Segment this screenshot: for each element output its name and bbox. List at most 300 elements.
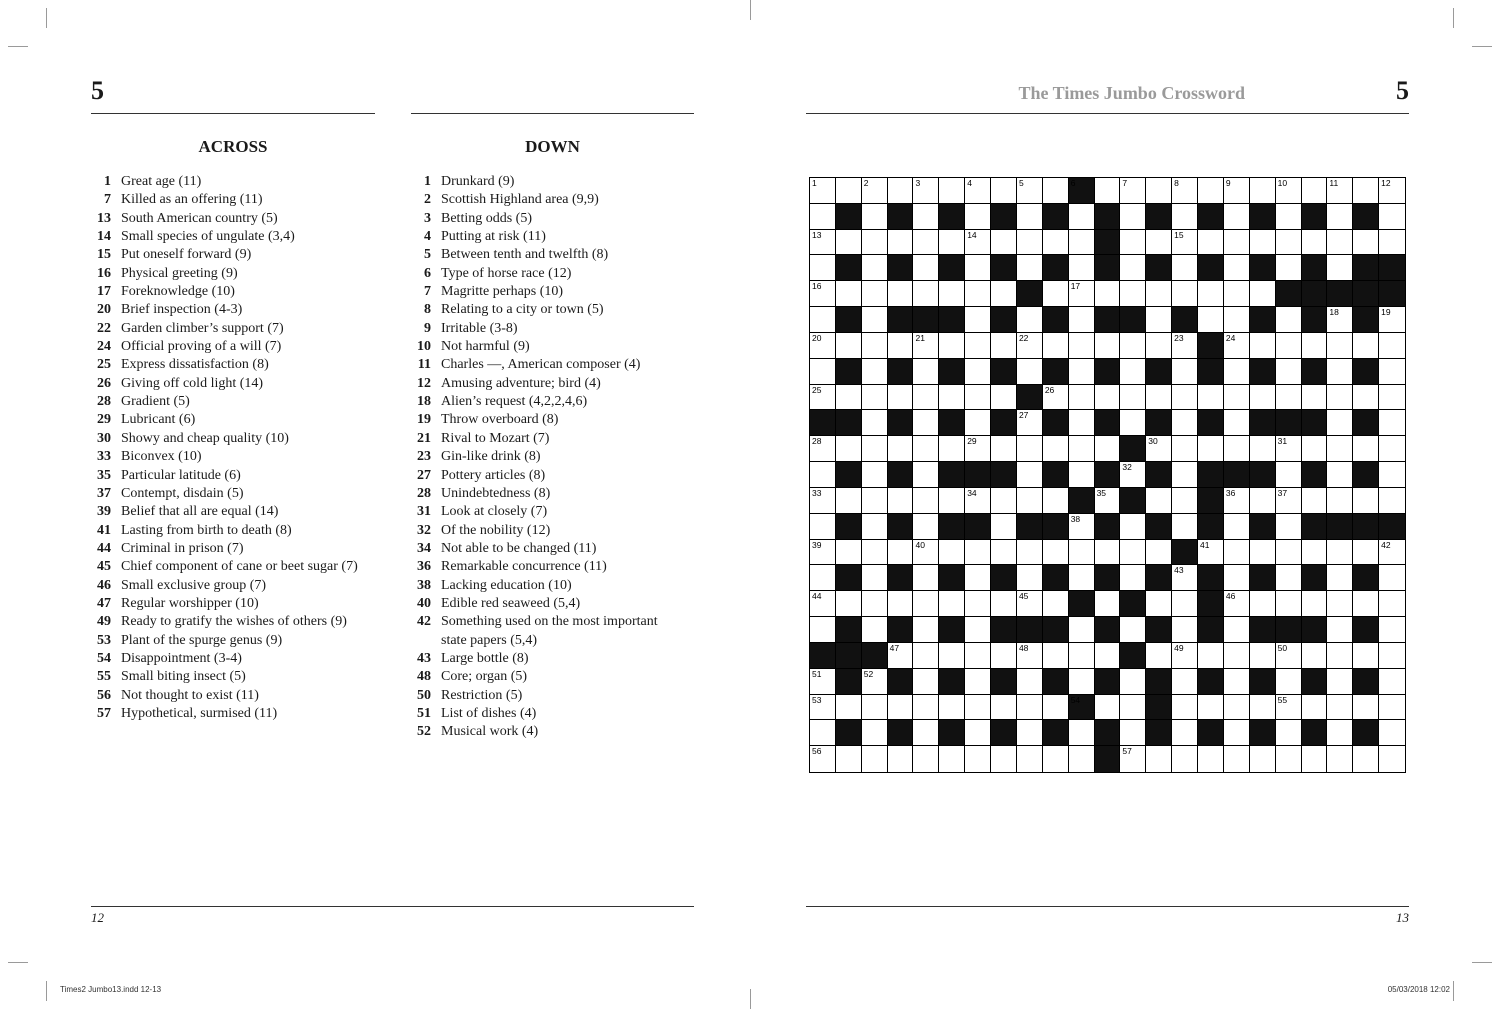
grid-cell[interactable]	[1172, 669, 1198, 695]
grid-cell[interactable]	[1069, 359, 1095, 385]
grid-cell[interactable]	[913, 230, 939, 256]
grid-cell[interactable]	[1120, 359, 1146, 385]
grid-cell[interactable]	[1276, 591, 1302, 617]
grid-cell[interactable]	[1017, 307, 1043, 333]
grid-cell[interactable]	[913, 591, 939, 617]
grid-cell[interactable]	[1250, 333, 1276, 359]
grid-cell[interactable]	[1379, 462, 1405, 488]
grid-cell[interactable]	[1379, 359, 1405, 385]
grid-cell[interactable]	[1327, 669, 1353, 695]
grid-cell[interactable]	[862, 333, 888, 359]
grid-cell[interactable]	[1353, 488, 1379, 514]
grid-cell[interactable]	[810, 230, 836, 256]
grid-cell[interactable]	[1353, 385, 1379, 411]
grid-cell[interactable]	[1379, 565, 1405, 591]
grid-cell[interactable]	[1327, 359, 1353, 385]
grid-cell[interactable]	[1172, 514, 1198, 540]
grid-cell[interactable]	[991, 591, 1017, 617]
grid-cell[interactable]	[1327, 307, 1353, 333]
grid-cell[interactable]	[1120, 669, 1146, 695]
grid-cell[interactable]	[810, 565, 836, 591]
grid-cell[interactable]	[1224, 488, 1250, 514]
grid-cell[interactable]	[862, 695, 888, 721]
grid-cell[interactable]	[1017, 410, 1043, 436]
grid-cell[interactable]	[965, 565, 991, 591]
grid-cell[interactable]	[991, 230, 1017, 256]
grid-cell[interactable]	[913, 333, 939, 359]
grid-cell[interactable]	[1120, 230, 1146, 256]
grid-cell[interactable]	[1327, 746, 1353, 772]
grid-cell[interactable]	[1379, 643, 1405, 669]
grid-cell[interactable]	[939, 281, 965, 307]
grid-cell[interactable]	[1172, 230, 1198, 256]
grid-cell[interactable]	[888, 333, 914, 359]
grid-cell[interactable]	[1327, 720, 1353, 746]
grid-cell[interactable]	[1250, 488, 1276, 514]
grid-cell[interactable]	[888, 385, 914, 411]
grid-cell[interactable]	[1224, 695, 1250, 721]
grid-cell[interactable]	[862, 230, 888, 256]
grid-cell[interactable]	[1172, 436, 1198, 462]
grid-cell[interactable]	[991, 333, 1017, 359]
grid-cell[interactable]	[1224, 514, 1250, 540]
grid-cell[interactable]	[836, 333, 862, 359]
grid-cell[interactable]	[836, 281, 862, 307]
grid-cell[interactable]	[1224, 643, 1250, 669]
grid-cell[interactable]	[913, 255, 939, 281]
grid-cell[interactable]	[1043, 695, 1069, 721]
grid-cell[interactable]	[1379, 204, 1405, 230]
grid-cell[interactable]	[1095, 385, 1121, 411]
grid-cell[interactable]	[1224, 359, 1250, 385]
grid-cell[interactable]	[1276, 230, 1302, 256]
grid-cell[interactable]	[991, 385, 1017, 411]
grid-cell[interactable]	[1172, 359, 1198, 385]
grid-cell[interactable]	[1379, 617, 1405, 643]
grid-cell[interactable]	[1224, 720, 1250, 746]
grid-cell[interactable]	[1146, 540, 1172, 566]
grid-cell[interactable]	[888, 230, 914, 256]
grid-cell[interactable]	[965, 540, 991, 566]
grid-cell[interactable]	[939, 436, 965, 462]
grid-cell[interactable]	[862, 462, 888, 488]
grid-cell[interactable]	[862, 436, 888, 462]
grid-cell[interactable]	[1069, 617, 1095, 643]
grid-cell[interactable]	[1353, 178, 1379, 204]
grid-cell[interactable]	[1379, 669, 1405, 695]
grid-cell[interactable]	[888, 643, 914, 669]
grid-cell[interactable]	[913, 720, 939, 746]
grid-cell[interactable]	[1120, 617, 1146, 643]
grid-cell[interactable]	[810, 591, 836, 617]
grid-cell[interactable]	[1172, 385, 1198, 411]
grid-cell[interactable]	[836, 746, 862, 772]
grid-cell[interactable]	[1069, 307, 1095, 333]
grid-cell[interactable]	[862, 591, 888, 617]
grid-cell[interactable]	[965, 436, 991, 462]
grid-cell[interactable]	[1172, 462, 1198, 488]
grid-cell[interactable]	[965, 281, 991, 307]
grid-cell[interactable]	[1379, 695, 1405, 721]
grid-cell[interactable]	[1069, 436, 1095, 462]
grid-cell[interactable]	[1224, 617, 1250, 643]
grid-cell[interactable]	[862, 565, 888, 591]
grid-cell[interactable]	[965, 359, 991, 385]
grid-cell[interactable]	[1379, 540, 1405, 566]
grid-cell[interactable]	[965, 385, 991, 411]
grid-cell[interactable]	[836, 695, 862, 721]
grid-cell[interactable]	[1146, 385, 1172, 411]
grid-cell[interactable]	[1172, 410, 1198, 436]
grid-cell[interactable]	[1017, 204, 1043, 230]
grid-cell[interactable]	[810, 178, 836, 204]
grid-cell[interactable]	[862, 359, 888, 385]
grid-cell[interactable]	[1146, 643, 1172, 669]
grid-cell[interactable]	[1120, 720, 1146, 746]
grid-cell[interactable]	[1198, 230, 1224, 256]
grid-cell[interactable]	[991, 746, 1017, 772]
grid-cell[interactable]	[1017, 359, 1043, 385]
grid-cell[interactable]	[1120, 333, 1146, 359]
grid-cell[interactable]	[862, 255, 888, 281]
grid-cell[interactable]	[1327, 204, 1353, 230]
grid-cell[interactable]	[810, 488, 836, 514]
grid-cell[interactable]	[1327, 333, 1353, 359]
grid-cell[interactable]	[939, 333, 965, 359]
grid-cell[interactable]	[1379, 307, 1405, 333]
grid-cell[interactable]	[862, 281, 888, 307]
grid-cell[interactable]	[1276, 669, 1302, 695]
grid-cell[interactable]	[1276, 565, 1302, 591]
grid-cell[interactable]	[1069, 333, 1095, 359]
grid-cell[interactable]	[1120, 462, 1146, 488]
grid-cell[interactable]	[1379, 178, 1405, 204]
grid-cell[interactable]	[1043, 591, 1069, 617]
grid-cell[interactable]	[1198, 746, 1224, 772]
grid-cell[interactable]	[913, 436, 939, 462]
grid-cell[interactable]	[862, 385, 888, 411]
grid-cell[interactable]	[1353, 436, 1379, 462]
grid-cell[interactable]	[836, 591, 862, 617]
grid-cell[interactable]	[1069, 746, 1095, 772]
grid-cell[interactable]	[888, 436, 914, 462]
grid-cell[interactable]	[862, 178, 888, 204]
grid-cell[interactable]	[1250, 591, 1276, 617]
grid-cell[interactable]	[1379, 230, 1405, 256]
grid-cell[interactable]	[1043, 230, 1069, 256]
grid-cell[interactable]	[1069, 669, 1095, 695]
grid-cell[interactable]	[836, 385, 862, 411]
grid-cell[interactable]	[1302, 385, 1328, 411]
grid-cell[interactable]	[1120, 565, 1146, 591]
grid-cell[interactable]	[939, 643, 965, 669]
grid-cell[interactable]	[1095, 591, 1121, 617]
grid-cell[interactable]	[862, 669, 888, 695]
grid-cell[interactable]	[1069, 643, 1095, 669]
grid-cell[interactable]	[1172, 204, 1198, 230]
grid-cell[interactable]	[1302, 591, 1328, 617]
grid-cell[interactable]	[1224, 255, 1250, 281]
grid-cell[interactable]	[1017, 333, 1043, 359]
grid-cell[interactable]	[1198, 178, 1224, 204]
grid-cell[interactable]	[862, 514, 888, 540]
grid-cell[interactable]	[1069, 720, 1095, 746]
grid-cell[interactable]	[1276, 488, 1302, 514]
grid-cell[interactable]	[836, 488, 862, 514]
grid-cell[interactable]	[1353, 333, 1379, 359]
grid-cell[interactable]	[965, 695, 991, 721]
grid-cell[interactable]	[1017, 230, 1043, 256]
grid-cell[interactable]	[913, 617, 939, 643]
grid-cell[interactable]	[1017, 178, 1043, 204]
grid-cell[interactable]	[913, 643, 939, 669]
grid-cell[interactable]	[1327, 643, 1353, 669]
grid-cell[interactable]	[1353, 591, 1379, 617]
grid-cell[interactable]	[888, 695, 914, 721]
grid-cell[interactable]	[1043, 385, 1069, 411]
grid-cell[interactable]	[888, 488, 914, 514]
grid-cell[interactable]	[1146, 333, 1172, 359]
grid-cell[interactable]	[810, 359, 836, 385]
grid-cell[interactable]	[1095, 643, 1121, 669]
grid-cell[interactable]	[1043, 178, 1069, 204]
grid-cell[interactable]	[1224, 281, 1250, 307]
grid-cell[interactable]	[1146, 307, 1172, 333]
grid-cell[interactable]	[862, 720, 888, 746]
grid-cell[interactable]	[1095, 695, 1121, 721]
grid-cell[interactable]	[1224, 746, 1250, 772]
grid-cell[interactable]	[1017, 255, 1043, 281]
grid-cell[interactable]	[1276, 385, 1302, 411]
grid-cell[interactable]	[810, 281, 836, 307]
grid-cell[interactable]	[965, 720, 991, 746]
grid-cell[interactable]	[1120, 281, 1146, 307]
grid-cell[interactable]	[1302, 333, 1328, 359]
grid-cell[interactable]	[913, 540, 939, 566]
grid-cell[interactable]	[1250, 178, 1276, 204]
grid-cell[interactable]	[939, 230, 965, 256]
grid-cell[interactable]	[1172, 565, 1198, 591]
grid-cell[interactable]	[1146, 281, 1172, 307]
grid-cell[interactable]	[965, 178, 991, 204]
grid-cell[interactable]	[1276, 333, 1302, 359]
grid-cell[interactable]	[965, 255, 991, 281]
grid-cell[interactable]	[1043, 333, 1069, 359]
grid-cell[interactable]	[888, 540, 914, 566]
grid-cell[interactable]	[1172, 643, 1198, 669]
grid-cell[interactable]	[888, 591, 914, 617]
grid-cell[interactable]	[965, 488, 991, 514]
grid-cell[interactable]	[965, 746, 991, 772]
grid-cell[interactable]	[913, 385, 939, 411]
grid-cell[interactable]	[913, 359, 939, 385]
grid-cell[interactable]	[1327, 488, 1353, 514]
grid-cell[interactable]	[1017, 695, 1043, 721]
grid-cell[interactable]	[913, 410, 939, 436]
grid-cell[interactable]	[888, 178, 914, 204]
grid-cell[interactable]	[1172, 488, 1198, 514]
grid-cell[interactable]	[939, 695, 965, 721]
grid-cell[interactable]	[913, 565, 939, 591]
grid-cell[interactable]	[1379, 746, 1405, 772]
grid-cell[interactable]	[913, 695, 939, 721]
grid-cell[interactable]	[1353, 230, 1379, 256]
grid-cell[interactable]	[1172, 720, 1198, 746]
grid-cell[interactable]	[1276, 695, 1302, 721]
grid-cell[interactable]	[1017, 746, 1043, 772]
grid-cell[interactable]	[1120, 695, 1146, 721]
grid-cell[interactable]	[1276, 359, 1302, 385]
grid-cell[interactable]	[913, 204, 939, 230]
grid-cell[interactable]	[1327, 255, 1353, 281]
grid-cell[interactable]	[1146, 746, 1172, 772]
grid-cell[interactable]	[991, 695, 1017, 721]
grid-cell[interactable]	[939, 178, 965, 204]
grid-cell[interactable]	[1379, 720, 1405, 746]
grid-cell[interactable]	[1069, 281, 1095, 307]
grid-cell[interactable]	[1276, 540, 1302, 566]
grid-cell[interactable]	[1276, 255, 1302, 281]
grid-cell[interactable]	[1327, 540, 1353, 566]
grid-cell[interactable]	[888, 746, 914, 772]
grid-cell[interactable]	[1276, 178, 1302, 204]
grid-cell[interactable]	[836, 540, 862, 566]
grid-cell[interactable]	[913, 669, 939, 695]
grid-cell[interactable]	[965, 230, 991, 256]
grid-cell[interactable]	[1095, 540, 1121, 566]
grid-cell[interactable]	[1017, 462, 1043, 488]
grid-cell[interactable]	[1069, 540, 1095, 566]
grid-cell[interactable]	[913, 178, 939, 204]
grid-cell[interactable]	[1353, 540, 1379, 566]
grid-cell[interactable]	[862, 307, 888, 333]
grid-cell[interactable]	[1017, 540, 1043, 566]
grid-cell[interactable]	[1327, 436, 1353, 462]
grid-cell[interactable]	[939, 385, 965, 411]
grid-cell[interactable]	[1120, 385, 1146, 411]
grid-cell[interactable]	[913, 746, 939, 772]
grid-cell[interactable]	[939, 488, 965, 514]
grid-cell[interactable]	[1146, 488, 1172, 514]
grid-cell[interactable]	[965, 410, 991, 436]
grid-cell[interactable]	[1172, 255, 1198, 281]
grid-cell[interactable]	[1198, 436, 1224, 462]
grid-cell[interactable]	[965, 204, 991, 230]
grid-cell[interactable]	[1172, 281, 1198, 307]
grid-cell[interactable]	[810, 307, 836, 333]
grid-cell[interactable]	[888, 281, 914, 307]
grid-cell[interactable]	[1353, 695, 1379, 721]
grid-cell[interactable]	[1327, 385, 1353, 411]
grid-cell[interactable]	[1146, 178, 1172, 204]
grid-cell[interactable]	[913, 514, 939, 540]
grid-cell[interactable]	[1017, 488, 1043, 514]
grid-cell[interactable]	[1224, 230, 1250, 256]
grid-cell[interactable]	[1276, 746, 1302, 772]
grid-cell[interactable]	[810, 204, 836, 230]
grid-cell[interactable]	[913, 281, 939, 307]
grid-cell[interactable]	[1327, 462, 1353, 488]
grid-cell[interactable]	[1250, 230, 1276, 256]
grid-cell[interactable]	[1017, 436, 1043, 462]
grid-cell[interactable]	[1302, 695, 1328, 721]
grid-cell[interactable]	[836, 178, 862, 204]
grid-cell[interactable]	[1379, 333, 1405, 359]
grid-cell[interactable]	[810, 695, 836, 721]
grid-cell[interactable]	[1043, 746, 1069, 772]
grid-cell[interactable]	[836, 230, 862, 256]
grid-cell[interactable]	[965, 643, 991, 669]
grid-cell[interactable]	[810, 255, 836, 281]
grid-cell[interactable]	[1302, 488, 1328, 514]
grid-cell[interactable]	[1146, 591, 1172, 617]
grid-cell[interactable]	[810, 746, 836, 772]
grid-cell[interactable]	[1224, 540, 1250, 566]
grid-cell[interactable]	[1250, 695, 1276, 721]
grid-cell[interactable]	[1069, 565, 1095, 591]
grid-cell[interactable]	[1198, 385, 1224, 411]
grid-cell[interactable]	[965, 669, 991, 695]
grid-cell[interactable]	[1327, 695, 1353, 721]
grid-cell[interactable]	[810, 436, 836, 462]
grid-cell[interactable]	[1069, 514, 1095, 540]
grid-cell[interactable]	[1120, 204, 1146, 230]
grid-cell[interactable]	[965, 591, 991, 617]
grid-cell[interactable]	[965, 617, 991, 643]
grid-cell[interactable]	[965, 333, 991, 359]
grid-cell[interactable]	[1276, 436, 1302, 462]
grid-cell[interactable]	[1250, 746, 1276, 772]
grid-cell[interactable]	[1224, 204, 1250, 230]
grid-cell[interactable]	[1276, 514, 1302, 540]
grid-cell[interactable]	[1120, 540, 1146, 566]
grid-cell[interactable]	[1224, 178, 1250, 204]
grid-cell[interactable]	[1120, 255, 1146, 281]
grid-cell[interactable]	[1043, 436, 1069, 462]
grid-cell[interactable]	[1302, 540, 1328, 566]
grid-cell[interactable]	[1095, 488, 1121, 514]
grid-cell[interactable]	[991, 488, 1017, 514]
grid-cell[interactable]	[1302, 436, 1328, 462]
grid-cell[interactable]	[1224, 565, 1250, 591]
grid-cell[interactable]	[1379, 436, 1405, 462]
grid-cell[interactable]	[1250, 643, 1276, 669]
grid-cell[interactable]	[810, 540, 836, 566]
grid-cell[interactable]	[1276, 643, 1302, 669]
grid-cell[interactable]	[1017, 565, 1043, 591]
grid-cell[interactable]	[1250, 540, 1276, 566]
grid-cell[interactable]	[1276, 204, 1302, 230]
grid-cell[interactable]	[1069, 230, 1095, 256]
grid-cell[interactable]	[810, 720, 836, 746]
grid-cell[interactable]	[1069, 255, 1095, 281]
grid-cell[interactable]	[1327, 617, 1353, 643]
grid-cell[interactable]	[1069, 204, 1095, 230]
grid-cell[interactable]	[991, 514, 1017, 540]
grid-cell[interactable]	[1172, 695, 1198, 721]
grid-cell[interactable]	[991, 281, 1017, 307]
grid-cell[interactable]	[991, 436, 1017, 462]
grid-cell[interactable]	[862, 204, 888, 230]
grid-cell[interactable]	[1327, 565, 1353, 591]
grid-cell[interactable]	[1043, 281, 1069, 307]
grid-cell[interactable]	[810, 385, 836, 411]
grid-cell[interactable]	[939, 540, 965, 566]
grid-cell[interactable]	[1302, 746, 1328, 772]
grid-cell[interactable]	[1172, 617, 1198, 643]
grid-cell[interactable]	[862, 488, 888, 514]
grid-cell[interactable]	[939, 746, 965, 772]
